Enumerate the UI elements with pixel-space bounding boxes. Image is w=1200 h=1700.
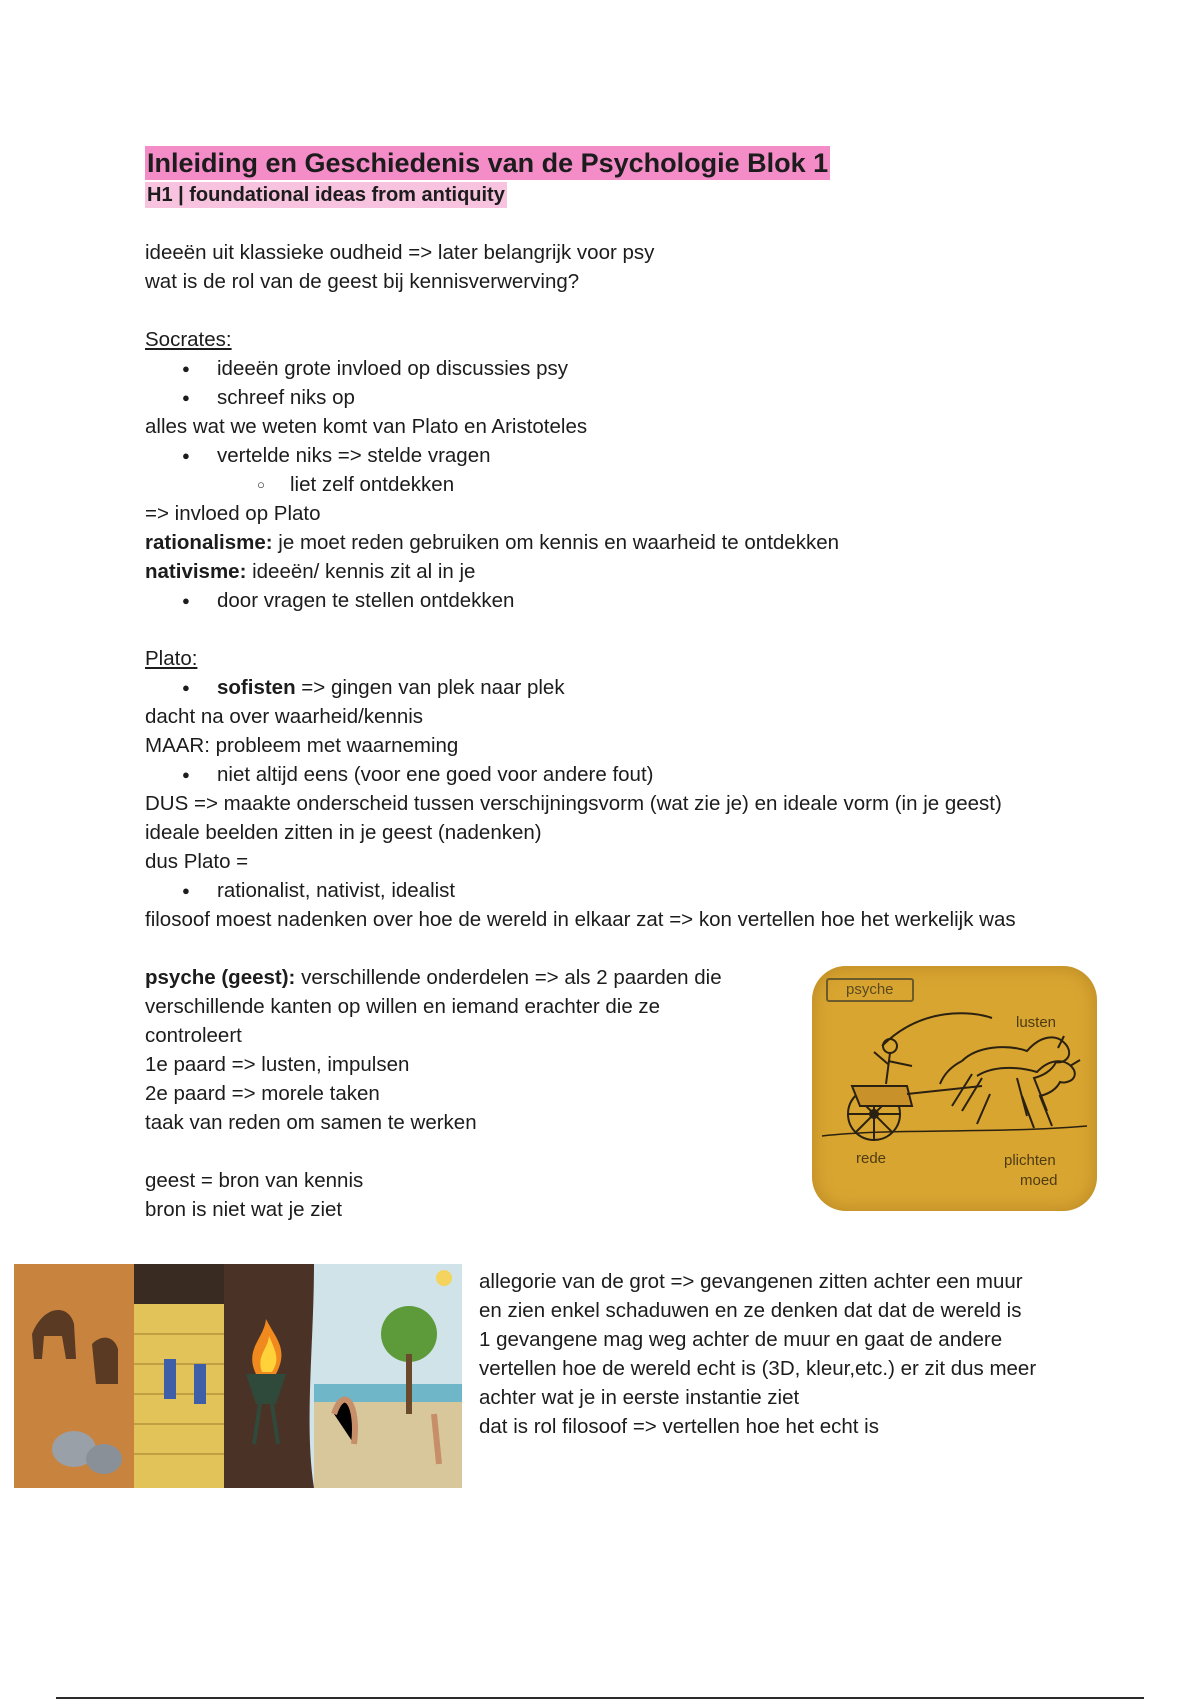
cave-line-2: en zien enkel schaduwen en ze denken dat dat de wereld is (479, 1299, 1022, 1322)
socrates-subbullet-1: ○ liet zelf ontdekken (145, 470, 1145, 499)
rationalisme-term: rationalisme: (145, 531, 273, 554)
chariot-label-moed: moed (1020, 1172, 1058, 1189)
psyche-text: verschillende onderdelen => als 2 paarden die (295, 966, 722, 989)
chariot-label-rede: rede (856, 1150, 887, 1167)
chariot-label-plichten: plichten (1004, 1152, 1056, 1169)
psyche-line-2: verschillende kanten op willen en iemand erachter die ze (145, 995, 661, 1018)
socrates-line-1: alles wat we weten komt van Plato en Aristoteles (145, 415, 588, 438)
psyche-line-4: 1e paard => lusten, impulsen (145, 1053, 410, 1076)
cave-allegory-illustration (14, 1264, 462, 1488)
page-subtitle: H1 | foundational ideas from antiquity (147, 184, 505, 206)
plato-bullet-3: ● rationalist, nativist, idealist (145, 876, 1145, 905)
chariot-label-lusten: lusten (1016, 1014, 1057, 1031)
nativisme-definition (145, 557, 1145, 586)
chariot-illustration (812, 966, 1097, 1211)
nativisme-term: nativisme: (145, 560, 247, 583)
socrates-bullet-1: ● ideeën grote invloed op discussies psy (145, 354, 1145, 383)
socrates-bullet-3: ● vertelde niks => stelde vragen (145, 441, 1145, 470)
rationalisme-text: je moet reden gebruiken om kennis en waarheid te ontdekken (272, 531, 839, 554)
chariot-label-psyche: psyche (826, 978, 914, 1002)
plato-line-1: dacht na over waarheid/kennis (145, 705, 424, 728)
socrates-bullet-2: ● schreef niks op (145, 383, 1145, 412)
socrates-heading: Socrates: (145, 328, 232, 351)
cave-line-5: achter wat je in eerste instantie ziet (479, 1386, 800, 1409)
plato-line-2: MAAR: probleem met waarneming (145, 734, 459, 757)
cave-drawing (14, 1264, 462, 1488)
cave-line-1: allegorie van de grot => gevangenen zitten achter een muur (479, 1270, 1023, 1293)
plato-bullet-2: ● niet altijd eens (voor ene goed voor andere fout) (145, 760, 1145, 789)
socrates-line-2: => invloed op Plato (145, 502, 321, 525)
rationalisme-definition (145, 528, 1145, 557)
psyche-line-3: controleert (145, 1024, 242, 1047)
cave-line-3: 1 gevangene mag weg achter de muur en gaat de andere (479, 1328, 1003, 1351)
plato-line-3: DUS => maakte onderscheid tussen verschijningsvorm (wat zie je) en ideale vorm (in je geest) (145, 792, 1002, 815)
cave-line-4: vertellen hoe de wereld echt is (3D, kleur,etc.) er zit dus meer (479, 1357, 1037, 1380)
plato-line-6: filosoof moest nadenken over hoe de wereld in elkaar zat => kon vertellen hoe het werkelijk was (145, 908, 1016, 931)
sofisten-term: sofisten (217, 676, 296, 699)
psyche-line-5: 2e paard => morele taken (145, 1082, 380, 1105)
plato-heading: Plato: (145, 647, 198, 670)
intro-line-2: wat is de rol van de geest bij kennisverwerving? (145, 270, 580, 293)
psyche-term: psyche (geest): (145, 966, 296, 989)
psyche-line-6: taak van reden om samen te werken (145, 1111, 477, 1134)
socrates-bullet-4: ● door vragen te stellen ontdekken (145, 586, 1145, 615)
nativisme-text: ideeën/ kennis zit al in je (246, 560, 476, 583)
plato-bullet-1 (145, 673, 1145, 702)
chariot-drawing (812, 966, 1097, 1211)
cave-line-6: dat is rol filosoof => vertellen hoe het echt is (479, 1415, 879, 1438)
sofisten-text: => gingen van plek naar plek (295, 676, 565, 699)
psyche-line-8: bron is niet wat je ziet (145, 1198, 343, 1221)
plato-line-4: ideale beelden zitten in je geest (nadenken) (145, 821, 542, 844)
psyche-line-7: geest = bron van kennis (145, 1169, 364, 1192)
intro-line-1: ideeën uit klassieke oudheid => later belangrijk voor psy (145, 241, 655, 264)
page-bottom-divider (56, 1697, 1144, 1699)
page-title: Inleiding en Geschiedenis van de Psychologie Blok 1 (147, 148, 829, 178)
plato-line-5: dus Plato = (145, 850, 249, 873)
cave-allegory-text (479, 1267, 1036, 1441)
